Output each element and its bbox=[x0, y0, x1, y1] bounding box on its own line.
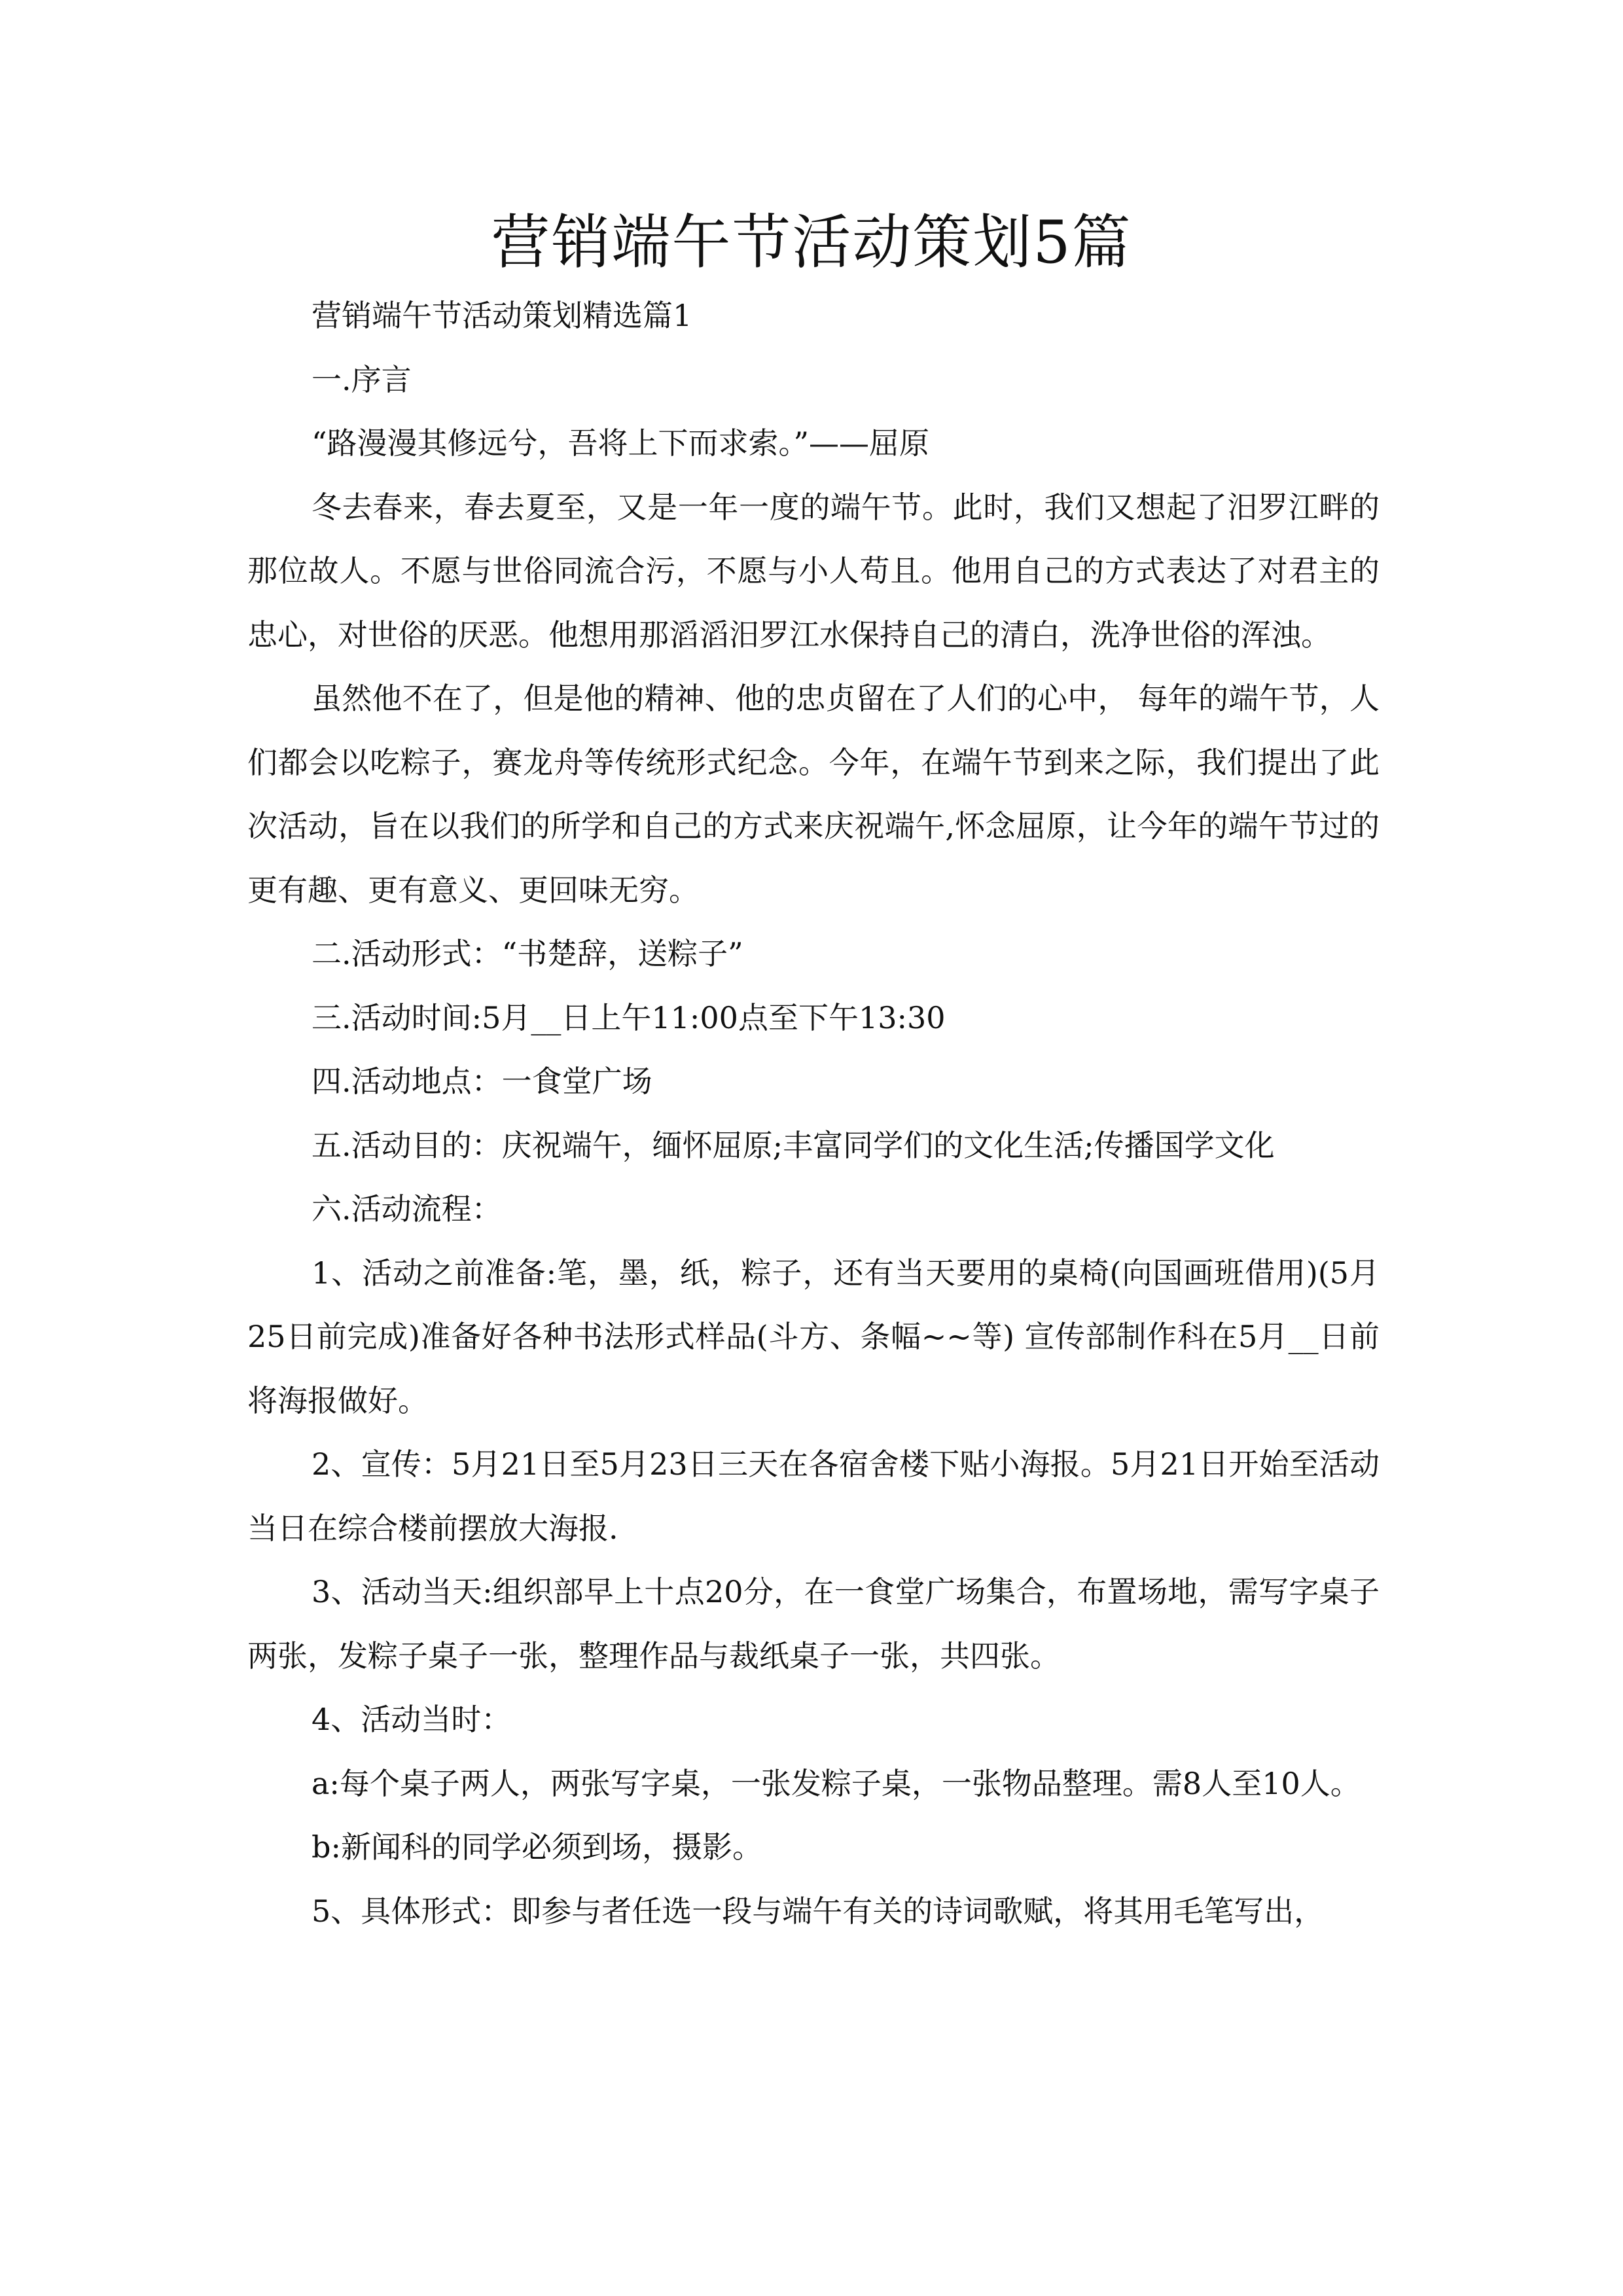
paragraph: 二.活动形式：“书楚辞，送粽子” bbox=[312, 936, 743, 971]
paragraph: 四.活动地点：一食堂广场 bbox=[312, 1064, 652, 1099]
paragraph: 5、具体形式：即参与者任选一段与端午有关的诗词歌赋，将其用毛笔写出， bbox=[312, 1893, 1325, 1929]
section-heading: 营销端午节活动策划精选篇1 bbox=[312, 298, 692, 333]
paragraph: 1、活动之前准备:笔，墨，纸，粽子，还有当天要用的桌椅(向国画班借用)(5月25日前完成)准备好各种书法形式样品(斗方、条幅~~等) 宣传部制作科在5月__日前将海报做好。 bbox=[247, 1255, 1380, 1418]
paragraph: 三.活动时间:5月__日上午11:00点至下午13:30 bbox=[312, 999, 946, 1035]
document-body bbox=[247, 284, 1380, 1943]
paragraph: 2、宣传：5月21日至5月23日三天在各宿舍楼下贴小海报。5月21日开始至活动当日在综合楼前摆放大海报. bbox=[247, 1446, 1380, 1546]
document-title: 营销端午节活动策划5篇 bbox=[491, 208, 1132, 277]
paragraph: 3、活动当天:组织部早上十点20分，在一食堂广场集合，布置场地，需写字桌子两张，发粽子桌子一张，整理作品与裁纸桌子一张，共四张。 bbox=[247, 1574, 1380, 1674]
paragraph: b:新闻科的同学必须到场，摄影。 bbox=[312, 1829, 762, 1865]
paragraph: a:每个桌子两人，两张写字桌，一张发粽子桌，一张物品整理。需8人至10人。 bbox=[312, 1765, 1361, 1801]
paragraph: 冬去春来，春去夏至，又是一年一度的端午节。此时，我们又想起了汨罗江畔的那位故人。不愿与世俗同流合污，不愿与小人苟且。他用自己的方式表达了对君主的忠心，对世俗的厌恶。他想用那滔滔汨罗江水保持自己的清白，洗净世俗的浑浊。 bbox=[247, 489, 1380, 653]
paragraph: 六.活动流程： bbox=[312, 1191, 502, 1227]
paragraph: 虽然他不在了，但是他的精神、他的忠贞留在了人们的心中， 每年的端午节，人们都会以吃粽子，赛龙舟等传统形式纪念。今年，在端午节到来之际，我们提出了此次活动，旨在以我们的所学和自己的方式来庆祝端午,怀念屈原，让今年的端午节过的更有趣、更有意义、更回味无穷。 bbox=[247, 681, 1380, 908]
paragraph: 五.活动目的：庆祝端午，缅怀屈原;丰富同学们的文化生活;传播国学文化 bbox=[312, 1127, 1275, 1163]
paragraph: 一.序言 bbox=[312, 361, 412, 397]
paragraph: 4、活动当时： bbox=[312, 1702, 512, 1737]
quote: “路漫漫其修远兮，吾将上下而求索。”——屈原 bbox=[312, 425, 930, 461]
